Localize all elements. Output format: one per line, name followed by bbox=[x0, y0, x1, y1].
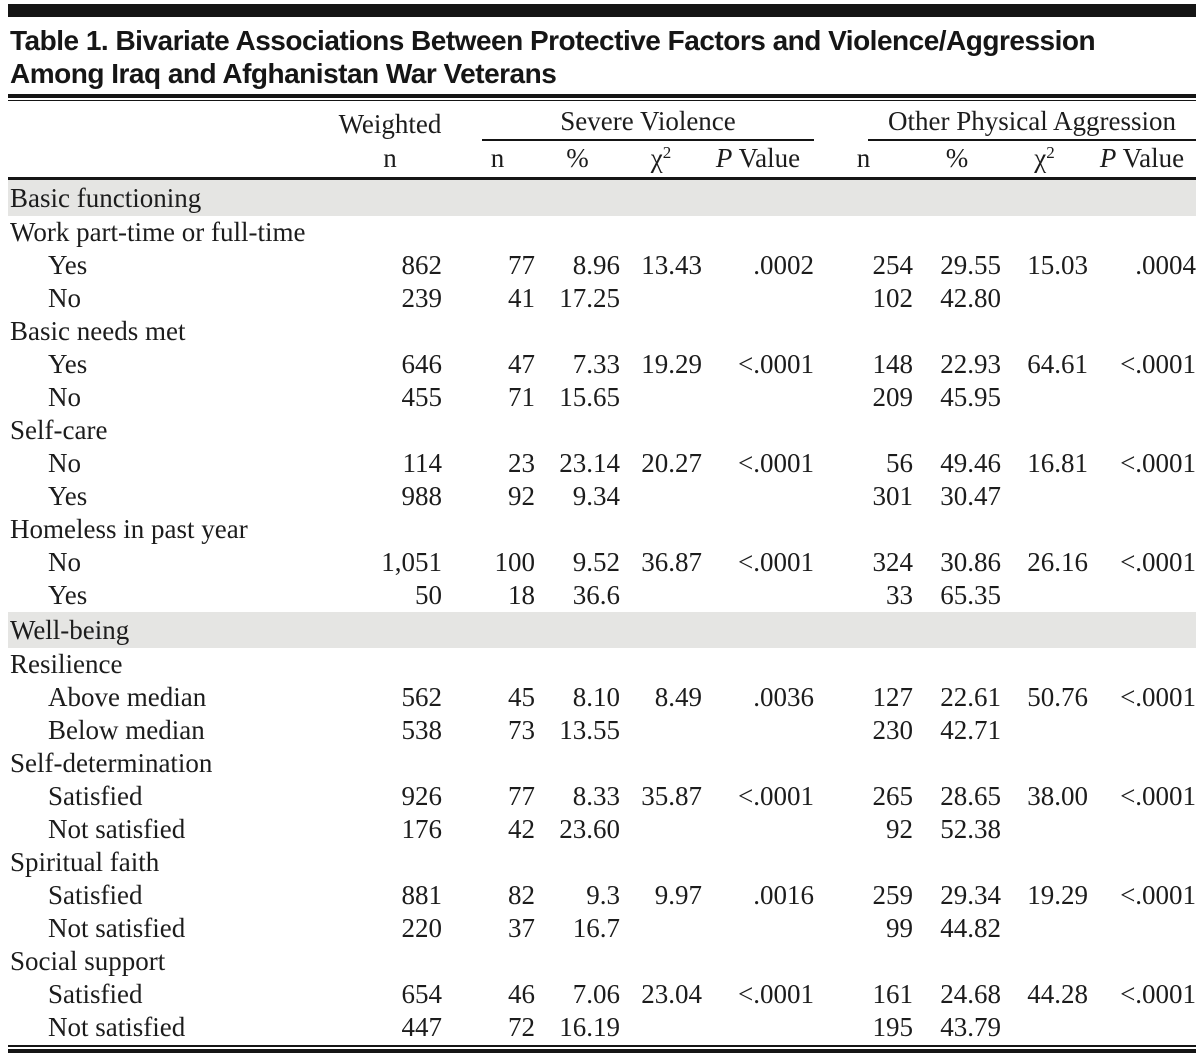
data-row bbox=[8, 681, 1196, 714]
cell-sv-n: 100 bbox=[494, 547, 535, 577]
cell-sv-pct: 8.96 bbox=[572, 250, 620, 280]
cell-sv-p: <.0001 bbox=[738, 349, 814, 379]
group-row bbox=[8, 945, 1196, 978]
row-label: Satisfied bbox=[48, 880, 143, 910]
group-row bbox=[8, 414, 1196, 447]
cell-weighted-n: 988 bbox=[401, 481, 442, 511]
cell-weighted-n: 538 bbox=[401, 715, 442, 745]
cell-opa-n: 195 bbox=[872, 1012, 913, 1042]
group-row bbox=[8, 216, 1196, 249]
section-label: Basic functioning bbox=[8, 179, 1196, 217]
cell-sv-p: <.0001 bbox=[738, 781, 814, 811]
cell-opa-chi: 38.00 bbox=[1027, 781, 1088, 811]
cell-opa-p: .0004 bbox=[1135, 250, 1197, 280]
cell-sv-chi bbox=[620, 714, 702, 747]
group-label: Social support bbox=[10, 946, 166, 976]
cell-weighted-n: 881 bbox=[401, 880, 442, 910]
cell-opa-chi: 19.29 bbox=[1027, 880, 1088, 910]
cell-sv-chi: 8.49 bbox=[654, 682, 702, 712]
group-label: Self-determination bbox=[10, 748, 213, 778]
severe-violence-header-label: Severe Violence bbox=[482, 105, 814, 141]
cell-sv-chi: 35.87 bbox=[641, 781, 702, 811]
other-physical-aggression-header bbox=[814, 103, 1196, 141]
cell-sv-n: 92 bbox=[508, 481, 535, 511]
cell-sv-n: 72 bbox=[508, 1012, 535, 1042]
table-title-line1: Table 1. Bivariate Associations Between Protective Factors and Violence/Aggression bbox=[10, 25, 1096, 56]
cell-opa-pct: 30.86 bbox=[940, 547, 1001, 577]
cell-opa-chi: 64.61 bbox=[1027, 349, 1088, 379]
bivariate-table bbox=[8, 103, 1196, 1044]
cell-weighted-n: 239 bbox=[401, 283, 442, 313]
cell-opa-n: 265 bbox=[872, 781, 913, 811]
group-label: Resilience bbox=[10, 649, 123, 679]
cell-sv-pct: 15.65 bbox=[559, 382, 620, 412]
opa-n-header: n bbox=[814, 141, 913, 179]
cell-opa-p bbox=[1088, 480, 1196, 513]
group-row bbox=[8, 648, 1196, 681]
cell-opa-pct: 44.82 bbox=[940, 913, 1001, 943]
cell-sv-p: <.0001 bbox=[738, 547, 814, 577]
group-row bbox=[8, 747, 1196, 780]
cell-sv-p bbox=[702, 282, 814, 315]
cell-opa-pct: 29.34 bbox=[940, 880, 1001, 910]
weighted-header bbox=[320, 103, 460, 141]
cell-sv-chi bbox=[620, 282, 702, 315]
other-physical-aggression-header-label: Other Physical Aggression bbox=[868, 105, 1196, 141]
table-header bbox=[8, 103, 1196, 179]
cell-opa-p: <.0001 bbox=[1120, 349, 1197, 379]
row-label: Above median bbox=[48, 682, 207, 712]
row-label: Not satisfied bbox=[48, 814, 186, 844]
cell-weighted-n: 50 bbox=[415, 580, 442, 610]
cell-opa-n: 92 bbox=[886, 814, 913, 844]
cell-weighted-n: 654 bbox=[401, 979, 442, 1009]
row-label: No bbox=[48, 448, 81, 478]
cell-sv-pct: 7.33 bbox=[572, 349, 620, 379]
data-row bbox=[8, 780, 1196, 813]
cell-sv-chi bbox=[620, 1011, 702, 1044]
cell-sv-chi: 20.27 bbox=[641, 448, 702, 478]
cell-weighted-n: 447 bbox=[401, 1012, 442, 1042]
cell-sv-pct: 13.55 bbox=[559, 715, 620, 745]
data-row bbox=[8, 546, 1196, 579]
row-label: No bbox=[48, 283, 81, 313]
cell-sv-pct: 16.7 bbox=[572, 913, 620, 943]
cell-weighted-n: 455 bbox=[401, 382, 442, 412]
cell-opa-chi: 26.16 bbox=[1027, 547, 1088, 577]
cell-weighted-n: 114 bbox=[402, 448, 442, 478]
group-label: Work part-time or full-time bbox=[10, 217, 306, 247]
data-row bbox=[8, 813, 1196, 846]
cell-opa-pct: 52.38 bbox=[940, 814, 1001, 844]
cell-opa-chi bbox=[1001, 813, 1088, 846]
data-row bbox=[8, 879, 1196, 912]
cell-sv-p bbox=[702, 579, 814, 612]
cell-sv-p bbox=[702, 912, 814, 945]
cell-sv-n: 82 bbox=[508, 880, 535, 910]
cell-opa-pct: 42.80 bbox=[940, 283, 1001, 313]
cell-sv-pct: 17.25 bbox=[559, 283, 620, 313]
cell-weighted-n: 220 bbox=[401, 913, 442, 943]
cell-sv-n: 42 bbox=[508, 814, 535, 844]
group-label: Spiritual faith bbox=[10, 847, 160, 877]
sv-p-value-header: P Value bbox=[702, 141, 814, 179]
data-row bbox=[8, 579, 1196, 612]
cell-sv-n: 23 bbox=[508, 448, 535, 478]
opa-percent-header: % bbox=[913, 141, 1001, 179]
cell-sv-p: .0016 bbox=[753, 880, 814, 910]
cell-opa-n: 161 bbox=[872, 979, 913, 1009]
cell-opa-p: <.0001 bbox=[1120, 448, 1197, 478]
cell-sv-pct: 7.06 bbox=[572, 979, 620, 1009]
cell-sv-p bbox=[702, 1011, 814, 1044]
row-label: No bbox=[48, 547, 81, 577]
cell-opa-chi bbox=[1001, 1011, 1088, 1044]
cell-weighted-n: 646 bbox=[401, 349, 442, 379]
cell-opa-n: 148 bbox=[872, 349, 913, 379]
row-label: Not satisfied bbox=[48, 913, 186, 943]
cell-sv-pct: 36.6 bbox=[572, 580, 620, 610]
row-label: Satisfied bbox=[48, 979, 143, 1009]
cell-opa-chi bbox=[1001, 480, 1088, 513]
group-label: Self-care bbox=[10, 415, 108, 445]
cell-opa-chi bbox=[1001, 579, 1088, 612]
cell-opa-n: 209 bbox=[872, 382, 913, 412]
cell-opa-n: 301 bbox=[872, 481, 913, 511]
cell-sv-pct: 23.14 bbox=[559, 448, 620, 478]
cell-opa-pct: 49.46 bbox=[940, 448, 1001, 478]
group-row bbox=[8, 315, 1196, 348]
cell-sv-n: 77 bbox=[508, 250, 535, 280]
cell-opa-p bbox=[1088, 912, 1196, 945]
row-label: Not satisfied bbox=[48, 1012, 186, 1042]
cell-opa-chi: 15.03 bbox=[1027, 250, 1088, 280]
cell-sv-pct: 16.19 bbox=[559, 1012, 620, 1042]
data-row bbox=[8, 978, 1196, 1011]
cell-opa-pct: 43.79 bbox=[940, 1012, 1001, 1042]
cell-sv-n: 45 bbox=[508, 682, 535, 712]
cell-opa-n: 230 bbox=[872, 715, 913, 745]
cell-opa-chi: 50.76 bbox=[1027, 682, 1088, 712]
cell-opa-chi: 16.81 bbox=[1027, 448, 1088, 478]
cell-opa-n: 254 bbox=[872, 250, 913, 280]
cell-sv-chi bbox=[620, 579, 702, 612]
cell-opa-chi: 44.28 bbox=[1027, 979, 1088, 1009]
row-label: Yes bbox=[48, 481, 88, 511]
section-row bbox=[8, 612, 1196, 648]
cell-weighted-n: 562 bbox=[401, 682, 442, 712]
cell-opa-pct: 30.47 bbox=[940, 481, 1001, 511]
cell-opa-p bbox=[1088, 579, 1196, 612]
cell-opa-p: <.0001 bbox=[1120, 880, 1197, 910]
empty-header-cell bbox=[8, 103, 320, 141]
cell-weighted-n: 1,051 bbox=[381, 547, 442, 577]
group-row bbox=[8, 846, 1196, 879]
header-group-row bbox=[8, 103, 1196, 141]
table-title-line2: Among Iraq and Afghanistan War Veterans bbox=[10, 58, 557, 89]
cell-sv-p: .0002 bbox=[753, 250, 814, 280]
cell-sv-n: 41 bbox=[508, 283, 535, 313]
cell-opa-n: 259 bbox=[872, 880, 913, 910]
cell-weighted-n: 862 bbox=[401, 250, 442, 280]
cell-sv-pct: 9.34 bbox=[572, 481, 620, 511]
data-row bbox=[8, 714, 1196, 747]
cell-opa-n: 99 bbox=[886, 913, 913, 943]
row-label: Yes bbox=[48, 580, 88, 610]
data-row bbox=[8, 249, 1196, 282]
bottom-rule bbox=[8, 1045, 1196, 1053]
data-row bbox=[8, 1011, 1196, 1044]
cell-opa-n: 324 bbox=[872, 547, 913, 577]
cell-sv-n: 73 bbox=[508, 715, 535, 745]
cell-sv-pct: 9.3 bbox=[586, 880, 620, 910]
cell-opa-n: 56 bbox=[886, 448, 913, 478]
cell-opa-pct: 22.93 bbox=[940, 349, 1001, 379]
row-label: Below median bbox=[48, 715, 205, 745]
empty-subheader-cell bbox=[8, 141, 320, 179]
cell-sv-n: 77 bbox=[508, 781, 535, 811]
cell-sv-n: 18 bbox=[508, 580, 535, 610]
cell-opa-pct: 28.65 bbox=[940, 781, 1001, 811]
cell-sv-pct: 23.60 bbox=[559, 814, 620, 844]
cell-opa-p bbox=[1088, 1011, 1196, 1044]
cell-weighted-n: 176 bbox=[401, 814, 442, 844]
data-row bbox=[8, 282, 1196, 315]
cell-sv-chi bbox=[620, 381, 702, 414]
group-label: Homeless in past year bbox=[10, 514, 248, 544]
group-label: Basic needs met bbox=[10, 316, 186, 346]
sv-chi-squared-header: $\chi^2$ bbox=[620, 141, 702, 179]
severe-violence-header bbox=[460, 103, 814, 141]
cell-sv-pct: 8.33 bbox=[572, 781, 620, 811]
cell-opa-p: <.0001 bbox=[1120, 979, 1197, 1009]
cell-sv-n: 46 bbox=[508, 979, 535, 1009]
row-label: Yes bbox=[48, 250, 88, 280]
cell-opa-chi bbox=[1001, 381, 1088, 414]
cell-opa-pct: 42.71 bbox=[940, 715, 1001, 745]
opa-chi-squared-header: $\chi^2$ bbox=[1001, 141, 1088, 179]
cell-sv-chi bbox=[620, 813, 702, 846]
sv-percent-header: % bbox=[535, 141, 620, 179]
data-row bbox=[8, 348, 1196, 381]
header-sub-row bbox=[8, 141, 1196, 179]
cell-sv-n: 71 bbox=[508, 382, 535, 412]
cell-opa-n: 33 bbox=[886, 580, 913, 610]
cell-sv-p bbox=[702, 480, 814, 513]
cell-sv-pct: 9.52 bbox=[572, 547, 620, 577]
cell-opa-p bbox=[1088, 282, 1196, 315]
cell-opa-p: <.0001 bbox=[1120, 781, 1197, 811]
cell-opa-n: 127 bbox=[872, 682, 913, 712]
data-row bbox=[8, 381, 1196, 414]
cell-opa-p: <.0001 bbox=[1120, 682, 1197, 712]
cell-sv-p bbox=[702, 813, 814, 846]
cell-sv-pct: 8.10 bbox=[572, 682, 620, 712]
cell-sv-n: 47 bbox=[508, 349, 535, 379]
cell-sv-chi: 23.04 bbox=[641, 979, 702, 1009]
data-row bbox=[8, 447, 1196, 480]
cell-sv-chi bbox=[620, 480, 702, 513]
cell-sv-n: 37 bbox=[508, 913, 535, 943]
cell-opa-p bbox=[1088, 714, 1196, 747]
group-row bbox=[8, 513, 1196, 546]
cell-opa-chi bbox=[1001, 912, 1088, 945]
table-title bbox=[8, 24, 1196, 90]
cell-opa-pct: 65.35 bbox=[940, 580, 1001, 610]
cell-sv-p: <.0001 bbox=[738, 979, 814, 1009]
cell-opa-pct: 24.68 bbox=[940, 979, 1001, 1009]
cell-opa-pct: 22.61 bbox=[940, 682, 1001, 712]
table-body bbox=[8, 179, 1196, 1045]
cell-sv-chi: 19.29 bbox=[641, 349, 702, 379]
cell-sv-chi: 36.87 bbox=[641, 547, 702, 577]
cell-opa-pct: 45.95 bbox=[940, 382, 1001, 412]
title-rule bbox=[8, 94, 1196, 101]
row-label: Satisfied bbox=[48, 781, 143, 811]
data-row bbox=[8, 480, 1196, 513]
cell-sv-p: .0036 bbox=[753, 682, 814, 712]
cell-opa-p bbox=[1088, 813, 1196, 846]
cell-sv-chi bbox=[620, 912, 702, 945]
data-row bbox=[8, 912, 1196, 945]
cell-opa-p: <.0001 bbox=[1120, 547, 1197, 577]
weighted-n-header: n bbox=[320, 141, 460, 179]
cell-sv-chi: 13.43 bbox=[641, 250, 702, 280]
section-label: Well-being bbox=[8, 612, 1196, 648]
sv-n-header: n bbox=[460, 141, 535, 179]
cell-opa-chi bbox=[1001, 282, 1088, 315]
cell-opa-pct: 29.55 bbox=[940, 250, 1001, 280]
section-row bbox=[8, 179, 1196, 217]
cell-sv-p bbox=[702, 381, 814, 414]
cell-sv-chi: 9.97 bbox=[654, 880, 702, 910]
cell-opa-p bbox=[1088, 381, 1196, 414]
cell-sv-p bbox=[702, 714, 814, 747]
row-label: Yes bbox=[48, 349, 88, 379]
cell-opa-chi bbox=[1001, 714, 1088, 747]
cell-sv-p: <.0001 bbox=[738, 448, 814, 478]
cell-weighted-n: 926 bbox=[401, 781, 442, 811]
opa-p-value-header: P Value bbox=[1088, 141, 1196, 179]
weighted-header-label: Weighted bbox=[338, 109, 442, 139]
row-label: No bbox=[48, 382, 81, 412]
top-rule bbox=[8, 4, 1196, 17]
cell-opa-n: 102 bbox=[872, 283, 913, 313]
